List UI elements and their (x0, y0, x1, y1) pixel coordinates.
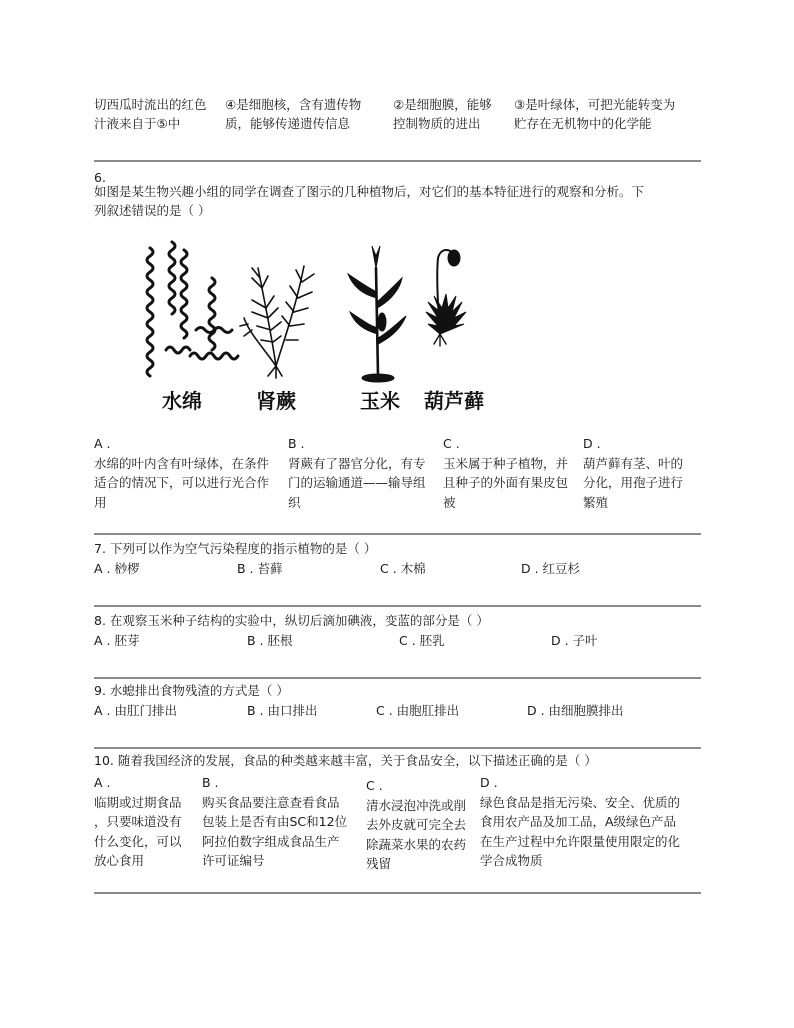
q6-stem (94, 182, 644, 220)
q5-option-c (393, 95, 492, 133)
corn-illustration (348, 246, 406, 382)
q10-option-c[interactable] (366, 776, 466, 874)
divider (94, 605, 701, 607)
q9-option-c[interactable]: C . 由胞肛排出 (376, 703, 460, 718)
q10-option-a[interactable] (94, 773, 182, 871)
q5-option-d-line: 贮存在无机物中的化学能 (514, 116, 652, 131)
option-line: 除蔬菜水果的农药 (366, 836, 467, 852)
option-letter: B . (288, 436, 305, 451)
q6-option-d[interactable] (583, 434, 683, 512)
q7-option-c[interactable]: C . 木棉 (380, 561, 426, 576)
option-line: 许可证编号 (202, 853, 265, 868)
q9-option-d[interactable]: D . 由细胞膜排出 (527, 703, 624, 718)
plant-label-moss: 葫芦藓 (424, 389, 484, 413)
option-line: 适合的情况下，可以进行光合作 (94, 475, 270, 490)
q8-stem: 8. 在观察玉米种子结构的实验中，纵切后滴加碘液，变蓝的部分是（ ） (94, 613, 489, 628)
moss-illustration (426, 250, 466, 346)
q8-option-d[interactable]: D . 子叶 (551, 633, 598, 648)
q6-option-a[interactable] (94, 434, 269, 512)
option-line: 包装上是否有由SC和12位 (202, 814, 348, 829)
option-letter: A . (94, 775, 111, 790)
q5-option-b (225, 95, 361, 133)
q5-option-b-line: ④是细胞核，含有遗传物 (225, 97, 362, 112)
option-line: 繁殖 (583, 494, 609, 510)
q7-option-d[interactable]: D . 红豆杉 (521, 561, 581, 576)
option-line: 什么变化，可以 (94, 833, 182, 849)
option-line: 购买食品要注意查看食品 (202, 794, 340, 810)
q9-stem: 9. 水螅排出食物残渣的方式是（ ） (94, 683, 289, 698)
option-line: 残留 (366, 856, 392, 871)
option-line: 清水浸泡冲洗或削 (366, 797, 467, 813)
q6-option-c[interactable] (443, 434, 568, 512)
option-letter: D . (480, 775, 498, 790)
option-line: 在生产过程中允许限量使用限定的化 (480, 833, 681, 849)
option-line: 肾蕨有了器官分化，有专 (288, 455, 426, 471)
q5-option-a-line: 汁液来自于⑤中 (94, 116, 181, 131)
q8-option-a[interactable]: A . 胚芽 (94, 633, 140, 648)
q5-option-c-line: 控制物质的进出 (393, 116, 481, 131)
q5-option-c-line: ②是细胞膜，能够 (393, 97, 492, 112)
divider (94, 160, 701, 162)
option-line: 玉米属于种子植物，并 (443, 455, 569, 471)
divider (94, 747, 701, 749)
q8-option-b[interactable]: B . 胚根 (247, 633, 293, 648)
option-line: 分化，用孢子进行 (583, 475, 684, 490)
option-line: ，只要味道没有 (94, 814, 182, 829)
option-line: 阿拉伯数字组成食品生产 (202, 833, 340, 849)
option-line: 织 (288, 494, 301, 510)
divider (94, 892, 701, 894)
plant-label-fern: 肾蕨 (256, 389, 296, 413)
q9-option-a[interactable]: A . 由肛门排出 (94, 703, 177, 718)
option-line: 门的运输通道——输导组 (288, 475, 426, 490)
q7-option-a[interactable]: A . 桫椤 (94, 561, 140, 576)
divider (94, 533, 701, 535)
option-line: 用 (94, 494, 107, 510)
option-line: 临期或过期食品 (94, 794, 182, 810)
option-line: 绿色食品是指无污染、安全、优质的 (480, 794, 681, 810)
plants-figure (126, 238, 486, 418)
spirogyra-illustration (147, 242, 238, 376)
option-letter: C . (366, 778, 383, 793)
option-line: 且种子的外面有果皮包 (443, 475, 569, 490)
q6-option-b[interactable] (288, 434, 426, 512)
option-letter: C . (443, 436, 460, 451)
plant-label-corn: 玉米 (360, 389, 400, 413)
option-line: 被 (443, 494, 456, 510)
option-line: 放心食用 (94, 853, 145, 868)
fern-illustration (240, 266, 314, 378)
divider (94, 677, 701, 679)
q10-option-d[interactable] (480, 773, 680, 871)
q5-option-d (514, 95, 675, 133)
option-letter: B . (202, 775, 219, 790)
q7-stem: 7. 下列可以作为空气污染程度的指示植物的是（ ） (94, 541, 377, 556)
option-line: 水绵的叶内含有叶绿体，在条件 (94, 455, 270, 471)
option-line: 葫芦藓有茎、叶的 (583, 455, 684, 471)
q5-option-a-line: 切西瓜时流出的红色 (94, 97, 207, 112)
plant-label-spirogyra: 水绵 (162, 389, 202, 413)
option-letter: A . (94, 436, 111, 451)
q8-option-c[interactable]: C . 胚乳 (399, 633, 445, 648)
q5-option-d-line: ③是叶绿体，可把光能转变为 (514, 97, 676, 112)
q9-option-b[interactable]: B . 由口排出 (247, 703, 318, 718)
q7-option-b[interactable]: B . 苔藓 (237, 561, 283, 576)
q6-stem-line: 列叙述错误的是（ ） (94, 203, 211, 218)
q10-stem: 10. 随着我国经济的发展，食品的种类越来越丰富，关于食品安全，以下描述正确的是（ ） (94, 753, 597, 768)
option-line: 食用农产品及加工品，A级绿色产品 (480, 814, 677, 829)
q10-option-b[interactable] (202, 773, 347, 871)
q5-option-a (94, 95, 207, 133)
q6-number: 6. (94, 170, 106, 185)
option-letter: D . (583, 436, 601, 451)
q5-option-b-line: 质，能够传递遗传信息 (225, 116, 351, 131)
q6-stem-line: 如图是某生物兴趣小组的同学在调查了图示的几种植物后，对它们的基本特征进行的观察和分析。下 (94, 184, 645, 199)
option-line: 去外皮就可完全去 (366, 817, 467, 832)
option-line: 学合成物质 (480, 853, 543, 868)
